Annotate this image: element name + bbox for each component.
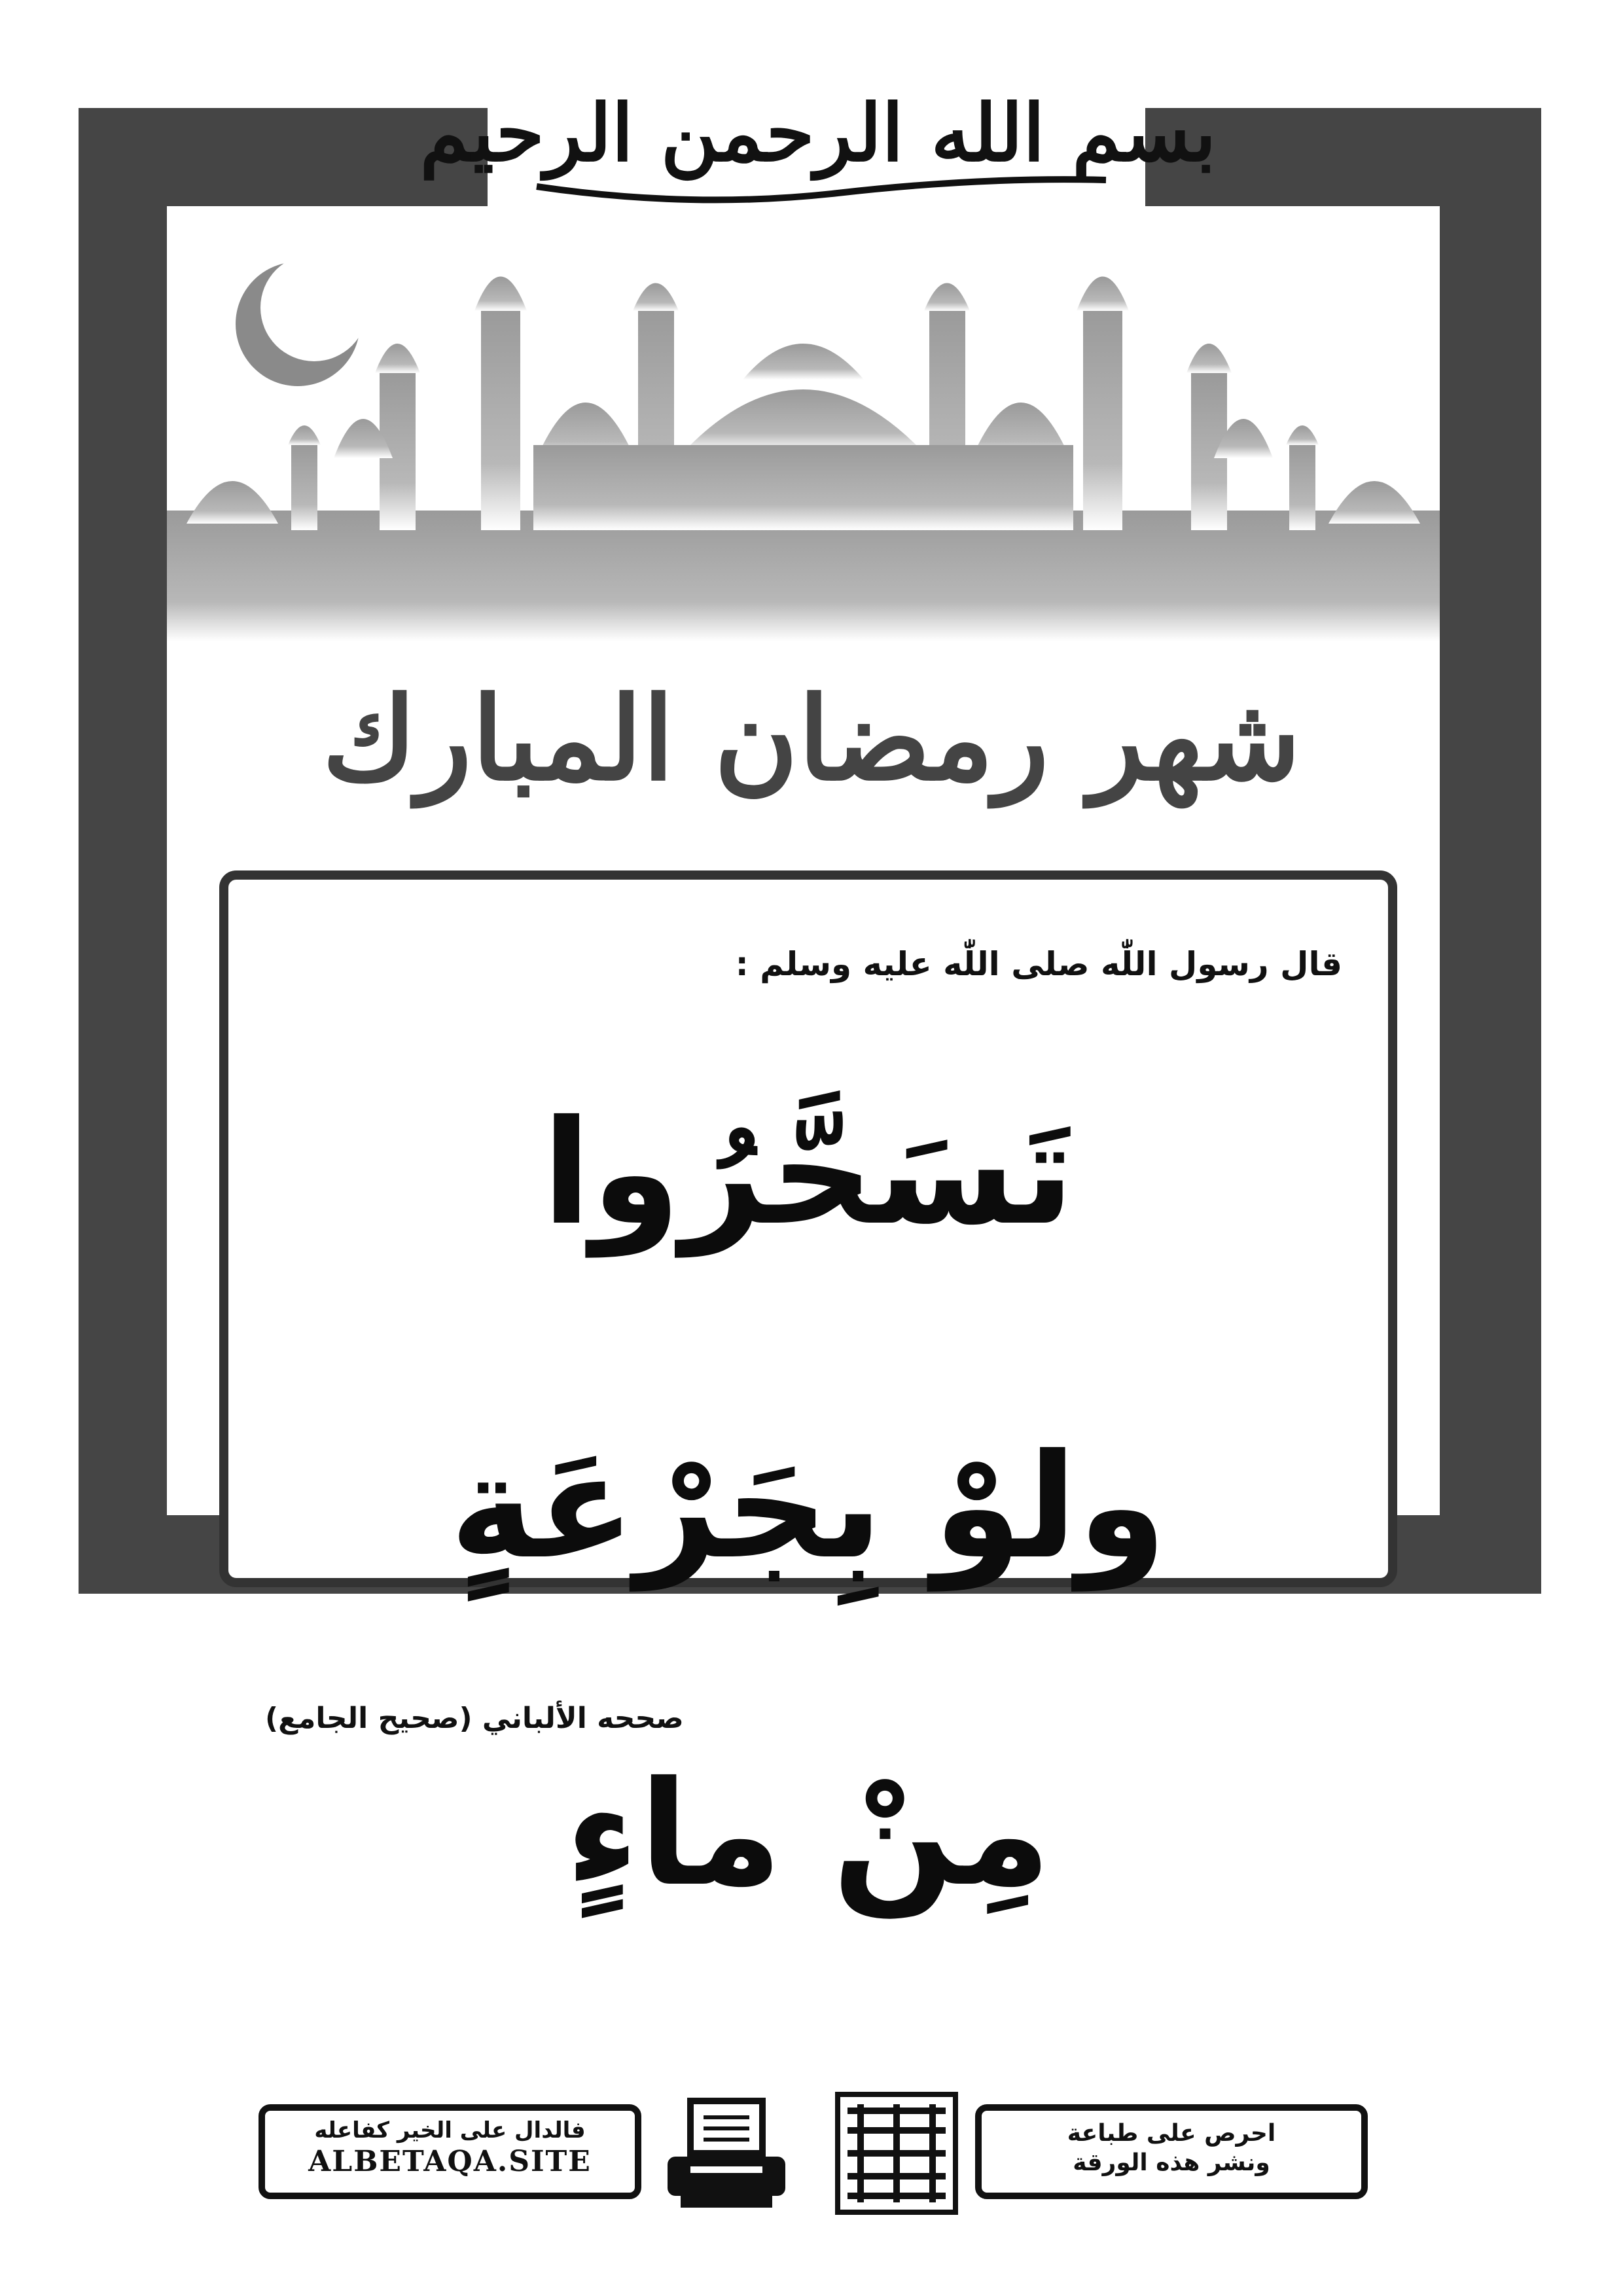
page-title: شهر رمضان المبارك	[322, 672, 1301, 806]
hadith-source: صححه الألباني (صحيح الجامع)	[265, 1702, 684, 1735]
footer-site[interactable]: ALBETAQA.SITE	[308, 2145, 592, 2178]
basmala-calligraphy	[419, 46, 1217, 223]
hadith-line-3: مِنْ ماءٍ	[565, 1750, 1052, 1918]
footer-saying: فالدال على الخير كفاعله	[314, 2117, 586, 2144]
basmala-text: بسم الله الرحمن الرحيم	[419, 87, 1217, 179]
footer-right-box	[975, 2104, 1368, 2199]
footer-print-line-2: ونشر هذه الورقة	[1073, 2149, 1270, 2176]
mosque-skyline	[167, 249, 1440, 641]
dawat-logo	[834, 2091, 959, 2215]
footer-print-line-1: احرص على طباعة	[1067, 2120, 1276, 2147]
footer-left-box	[259, 2104, 641, 2199]
printer-icon	[661, 2088, 792, 2219]
hadith-intro: قال رسول اللّٰه صلى اللّٰه عليه وسلم :	[735, 945, 1342, 983]
hadith-line-2: ولوْ بِجَرْعَةٍ	[450, 1423, 1167, 1590]
crescent-icon	[236, 254, 368, 386]
hadith-line-1: تَسَحَّرُوا	[541, 1089, 1075, 1257]
